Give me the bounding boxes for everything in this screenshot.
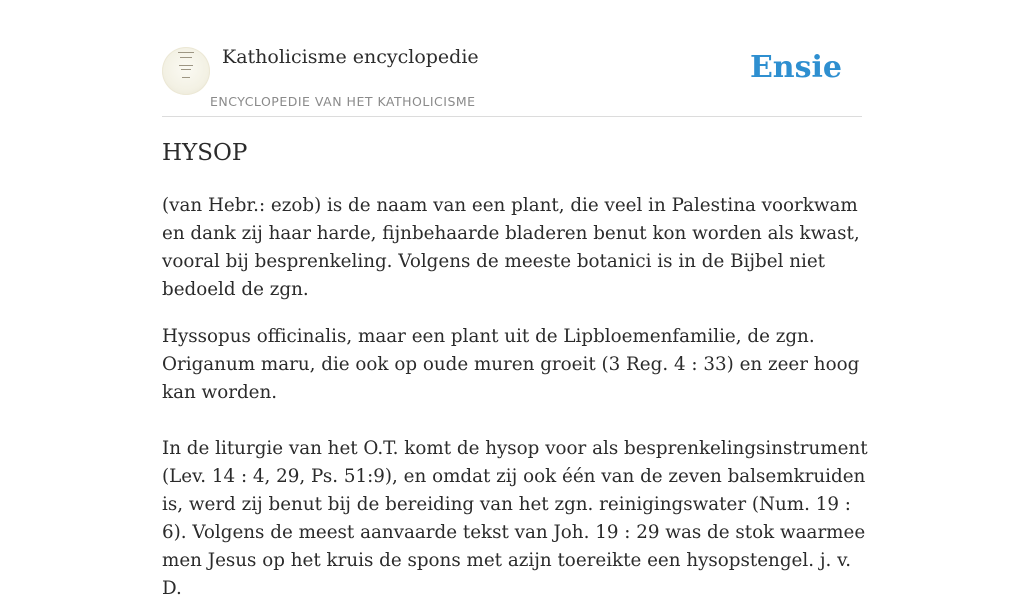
entry-title: HYSOP [162,140,248,166]
logo-line [182,77,190,78]
site-subtitle: ENCYCLOPEDIE VAN HET KATHOLICISME [210,94,476,109]
logo-line [180,57,192,58]
ensie-brand-link[interactable]: Ensie [749,50,842,85]
book-cover-logo-icon[interactable] [162,47,210,95]
site-title[interactable]: Katholicisme encyclopedie [222,46,479,68]
article-paragraph: In de liturgie van het O.T. komt de hysop voor als besprenkelingsinstrument (Lev. 14 : 4, 29, Ps. 51:9), en omdat zij ook één van de zeven balsemkruiden is, werd zij benut bij de bereiding van het zgn. reinigingswater (Num. 19 : 6). Volgens de meest aanvaarde tekst van Joh. 19 : 29 was de stok waarmee men Jesus op het kruis de spons met azijn toereikte een hysopstengel. j. v. D. [162,438,868,599]
logo-line [181,69,191,70]
logo-line [179,65,193,66]
article-body [162,192,870,603]
site-header [162,0,862,117]
logo-line [178,52,194,53]
article-paragraph: Hyssopus officinalis, maar een plant uit de Lipbloemenfamilie, de zgn. Origanum maru, die ook op oude muren groeit (3 Reg. 4 : 33) en zeer hoog kan worden. [162,326,860,403]
article-paragraph: (van Hebr.: ezob) is de naam van een plant, die veel in Palestina voorkwam en dank zij haar harde, fijnbehaarde bladeren benut kon worden als kwast, vooral bij besprenkeling. Volgens de meeste botanici is in de Bijbel niet bedoeld de zgn. [162,195,860,300]
